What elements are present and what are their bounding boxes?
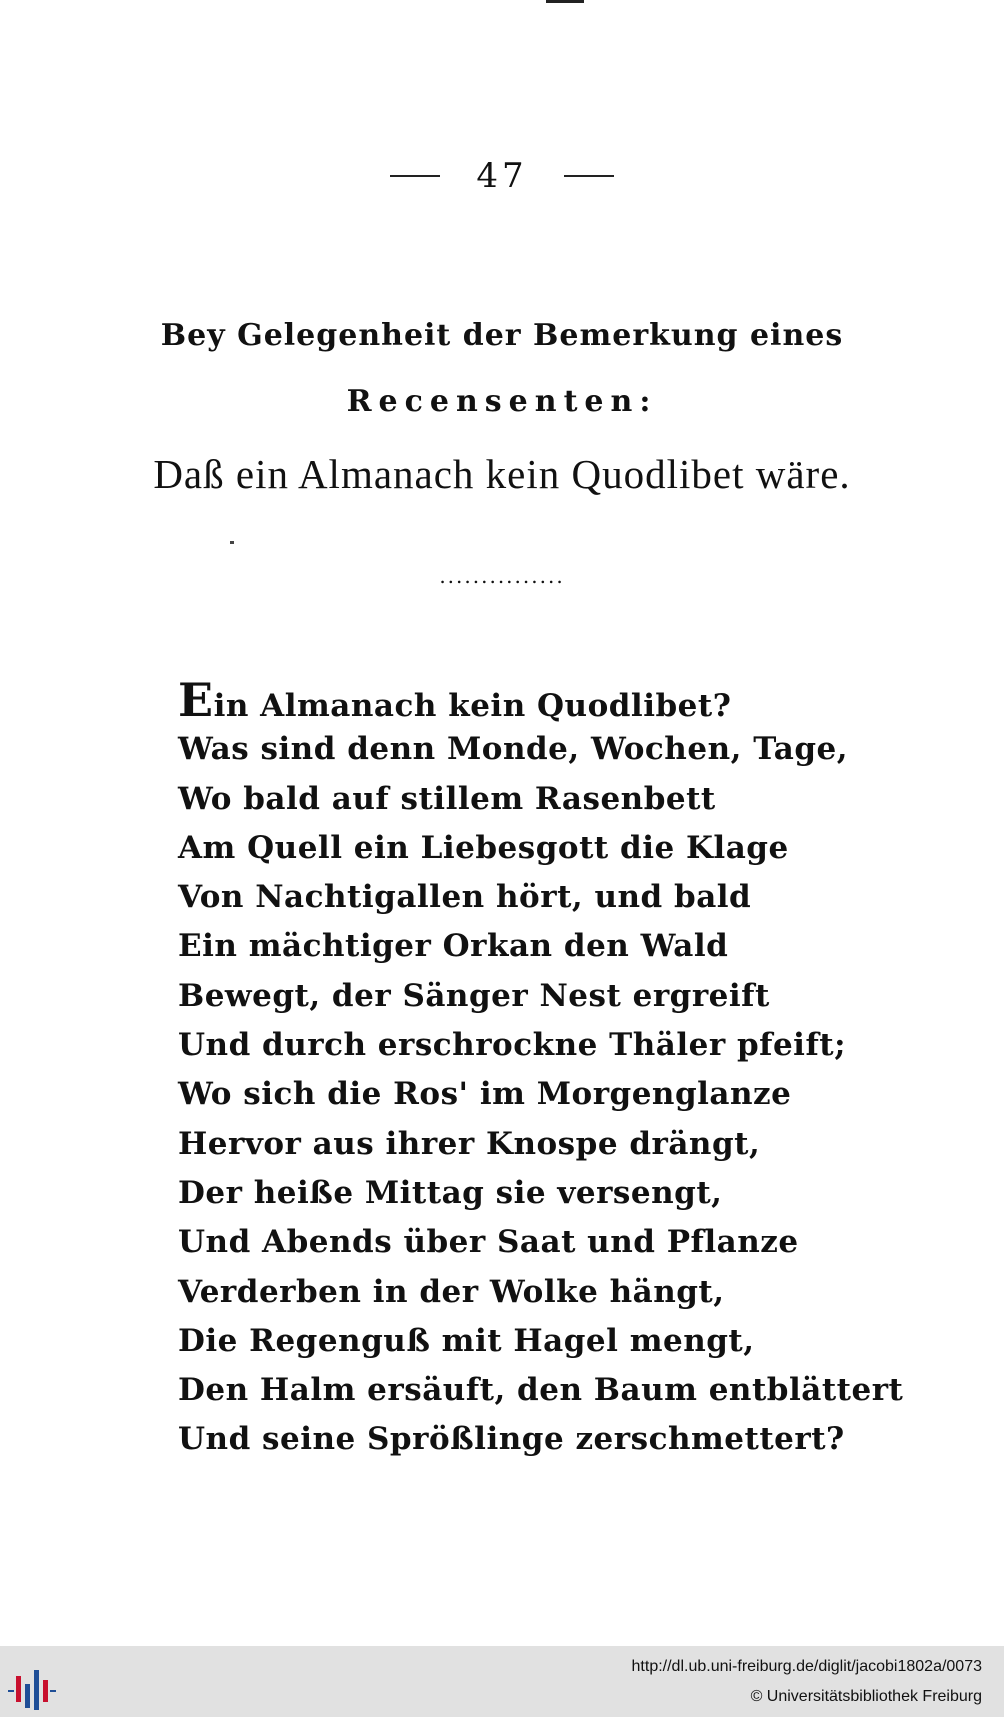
title-line-3: Daß ein Almanach kein Quodlibet wäre. [153, 451, 851, 497]
source-url-link[interactable]: http://dl.ub.uni-freiburg.de/diglit/jacobi1802a/0073 [631, 1658, 982, 1675]
poem-line: Wo sich die Ros' im Morgenglanze [178, 1076, 792, 1113]
poem-line: Die Regenguß mit Hagel mengt, [178, 1322, 755, 1359]
poem-line: Und Abends über Saat und Pflanze [178, 1224, 799, 1261]
poem [178, 673, 904, 1465]
page-number: 47 [476, 156, 528, 196]
poem-line: Und durch erschrockne Thäler pfeift; [178, 1027, 847, 1064]
poem-line: Von Nachtigallen hört, und bald [178, 879, 752, 916]
top-edge-mark [546, 0, 584, 3]
title-line-2: Recensenten: [346, 384, 658, 419]
poem-line: Was sind denn Monde, Wochen, Tage, [178, 731, 849, 768]
poem-line: Bewegt, der Sänger Nest ergreift [178, 977, 770, 1014]
left-dash [390, 175, 440, 177]
print-speck [230, 541, 234, 544]
ornamental-separator: ............... [439, 564, 565, 588]
poem-line: Wo bald auf stillem Rasenbett [178, 780, 716, 817]
ub-freiburg-logo-icon [8, 1650, 68, 1714]
footer-bar [0, 1646, 1004, 1717]
title-line-1: Bey Gelegenheit der Bemerkung eines [160, 318, 844, 353]
poem-line: Und seine Sprößlinge zerschmettert? [178, 1421, 845, 1458]
right-dash [564, 175, 614, 177]
poem-line: Den Halm ersäuft, den Baum entblättert [178, 1372, 904, 1409]
poem-line: Der heiße Mittag sie versengt, [178, 1174, 723, 1211]
poem-line: Verderben in der Wolke hängt, [178, 1273, 725, 1310]
poem-line: Ein mächtiger Orkan den Wald [178, 928, 729, 965]
poem-line: Am Quell ein Liebesgott die Klage [178, 829, 789, 866]
poem-line: Ein Almanach kein Quodlibet? [178, 673, 732, 727]
copyright-notice: © Universitätsbibliothek Freiburg [750, 1688, 982, 1705]
poem-line: Hervor aus ihrer Knospe drängt, [178, 1125, 761, 1162]
page-header [0, 156, 1004, 196]
